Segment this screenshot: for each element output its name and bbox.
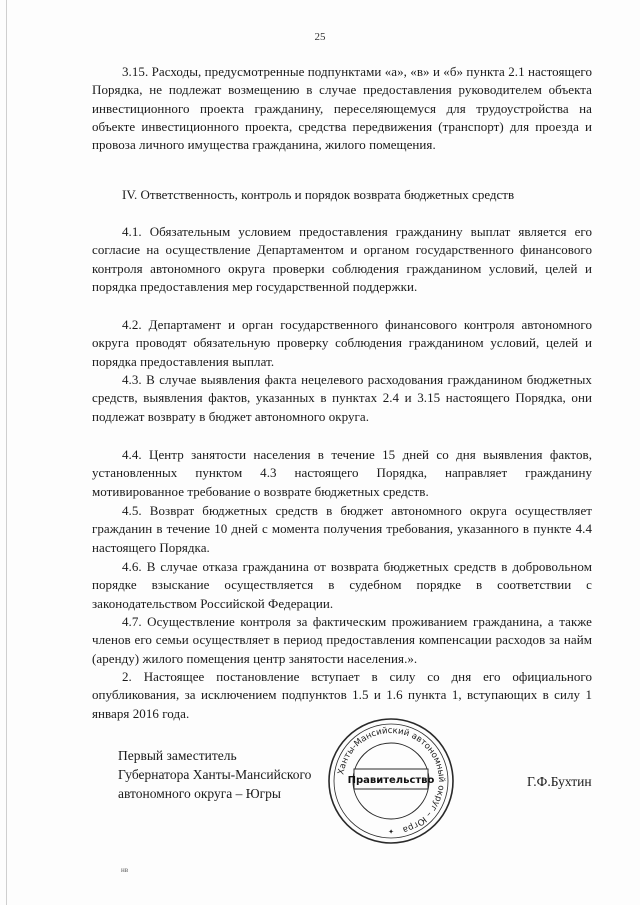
footer-mark: нв [121,866,129,874]
section-heading: IV. Ответственность, контроль и порядок возврата бюджетных средств [122,187,515,202]
paragraph-4-1: 4.1. Обязательным условием предоставления гражданину выплат является его согласие на осуществление Департаментом и органом государственного финансового контроля автономного округа проверки соблюдения гражданином условий, целей и порядка предоставления мер государственной поддержки. [92,224,592,294]
paragraph-4-5: 4.5. Возврат бюджетных средств в бюджет автономного округа осуществляет гражданин в течение 10 дней с момента получения требования, указанного в пункте 4.4 настоящего Порядка. [92,503,592,555]
paragraph-4-7: 4.7. Осуществление контроля за фактическим проживанием гражданина, а также членов его семьи осуществляет в период предоставления компенсации расходов за найм (аренду) жилого помещения центр занятости населения.». [92,614,592,666]
paragraph-4-6: 4.6. В случае отказа гражданина от возврата бюджетных средств в добровольном порядке взыскание осуществляется в судебном порядке в соответствии с законодательством Российской Федерации. [92,559,592,611]
signatory-title-line: Губернатора Ханты-Мансийского [118,767,312,782]
signatory-title [118,746,311,803]
paragraph-2: 2. Настоящее постановление вступает в силу со дня его официального опубликования, за исключением подпунктов 1.5 и 1.6 пункта 1, вступающих в силу 1 января 2016 года. [92,669,592,721]
signatory-title-line: Первый заместитель [118,748,237,763]
page-number: 25 [314,31,326,43]
stamp-center-text: Правительство [347,775,435,786]
paragraph-4-3: 4.3. В случае выявления факта нецелевого расходования гражданином бюджетных средств, выявления фактов, указанных в пунктах 2.4 и 3.15 настоящего Порядка, они подлежат возврату в бюджет автономного округа. [92,372,592,424]
paragraph-3-15: 3.15. Расходы, предусмотренные подпунктами «а», «в» и «б» пункта 2.1 настоящего Порядка, не подлежат возмещению в случае предоставления руководителем объекта инвестиционного проекта гражданину, переселяющемуся для трудоустройства на объекте инвестиционного проекта, средства передвижения (транспорт) для проезда и провоза личного имущества гражданина, жилого помещения. [92,64,592,153]
page-edge-shadow [6,0,7,905]
signatory-title-line: автономного округа – Югры [118,786,281,801]
official-stamp [326,716,456,846]
signatory-name: Г.Ф.Бухтин [527,774,592,789]
paragraph-4-4: 4.4. Центр занятости населения в течение 15 дней со дня выявления фактов, установленных пунктом 4.3 настоящего Порядка, направляет гражданину мотивированное требование о возврате бюджетных средств. [92,447,592,499]
stamp-star-icon: ✦ [388,828,394,836]
paragraph-4-2: 4.2. Департамент и орган государственного финансового контроля автономного округа проводят обязательную проверку соблюдения гражданином условий, целей и порядка предоставления выплат. [92,317,592,369]
stamp-ring-text: Ханты-Мансийский автономный округ – Югра [336,725,447,835]
